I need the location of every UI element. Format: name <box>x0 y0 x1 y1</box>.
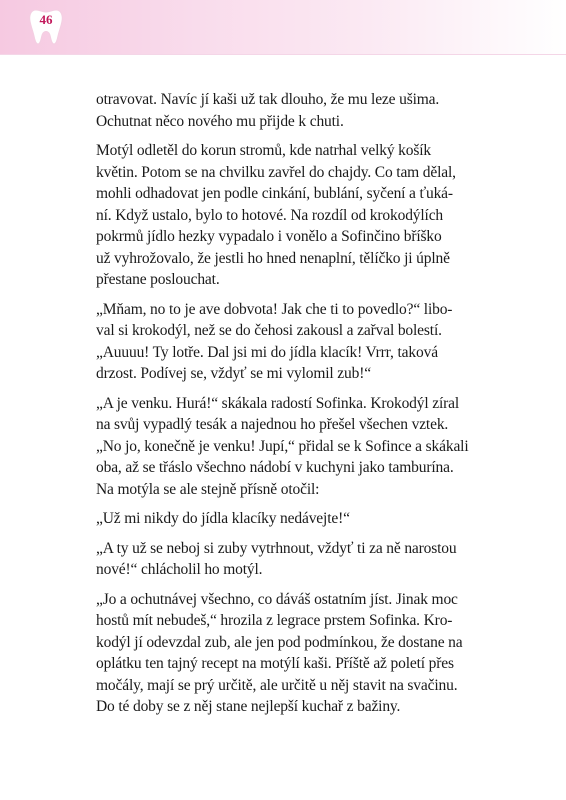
text-line: drzost. Podívej se, vždyť se mi vylomil zub!“ <box>96 365 371 382</box>
text-line: hostů mít nebudeš,“ hrozila z legrace prstem Sofinka. Kro- <box>96 612 453 629</box>
text-line: otravovat. Navíc jí kaši už tak dlouho, že mu leze ušima. <box>96 91 440 108</box>
text-line: pokrmů jídlo hezky vypadalo i vonělo a Sofinčino bříško <box>96 228 442 245</box>
text-line: nové!“ chlácholil ho motýl. <box>96 561 263 578</box>
text-line: Motýl odletěl do korun stromů, kde natrhal velký košík <box>96 142 432 159</box>
text-line: „Mňam, no to je ave dobvota! Jak che ti to povedlo?“ libo- <box>96 300 453 318</box>
text-line: „Jo a ochutnávej všechno, co dáváš ostatním jíst. Jinak moc <box>96 590 458 608</box>
text-line: močály, mají se prý určitě, ale určitě u něj stavit na svačinu. <box>96 676 458 694</box>
text-line: „Auuuu! Ty lotře. Dal jsi mi do jídla klacík! Vrrr, taková <box>96 343 438 361</box>
paragraph <box>96 589 488 718</box>
paragraph <box>96 140 488 291</box>
text-line: val si krokodýl, než se do čehosi zakousl a zařval bolestí. <box>96 322 442 339</box>
text-line: Ochutnat něco nového mu přijde k chuti. <box>96 112 344 130</box>
header-band <box>0 0 566 55</box>
paragraph <box>96 89 488 132</box>
paragraph <box>96 538 488 581</box>
text-line: „A je venku. Hurá!“ skákala radostí Sofinka. Krokodýl zíral <box>96 394 460 412</box>
text-line: „A ty už se neboj si zuby vytrhnout, vždyť ti za ně narostou <box>96 539 457 557</box>
paragraph <box>96 393 488 501</box>
text-line: ní. Když ustalo, bylo to hotové. Na rozdíl od krokodýlích <box>96 206 444 224</box>
text-line: oba, až se třáslo všechno nádobí v kuchyni jako tamburína. <box>96 459 454 476</box>
text-line: „Už mi nikdy do jídla klacíky nedávejte!“ <box>96 510 350 527</box>
body-text <box>96 89 488 726</box>
paragraph <box>96 299 488 385</box>
text-line: Na motýla se ale stejně přísně otočil: <box>96 480 320 498</box>
text-line: už vyhrožovalo, že jestli ho hned nenaplní, tělíčko ji úplně <box>96 249 450 267</box>
text-line: kodýl jí odevzdal zub, ale jen pod podmínkou, že dostane na <box>96 633 463 651</box>
text-line: květin. Potom se na chvilku zavřel do chajdy. Co tam dělal, <box>96 163 456 181</box>
text-line: přestane poslouchat. <box>96 271 220 288</box>
text-line: „No jo, konečně je venku! Jupí,“ přidal se k Sofince a skákali <box>96 437 469 455</box>
text-line: oplátku ten tajný recept na motýlí kaši. Příště až poletí přes <box>96 655 454 672</box>
page-number: 46 <box>39 12 53 27</box>
paragraph <box>96 508 488 530</box>
text-line: na svůj vypadlý tesák a najednou ho přešel všechen vztek. <box>96 416 449 433</box>
text-line: mohli odhadovat jen podle cinkání, bublání, syčení a ťuká- <box>96 185 453 202</box>
text-line: Do té doby se z něj stane nejlepší kuchař z bažiny. <box>96 698 401 715</box>
